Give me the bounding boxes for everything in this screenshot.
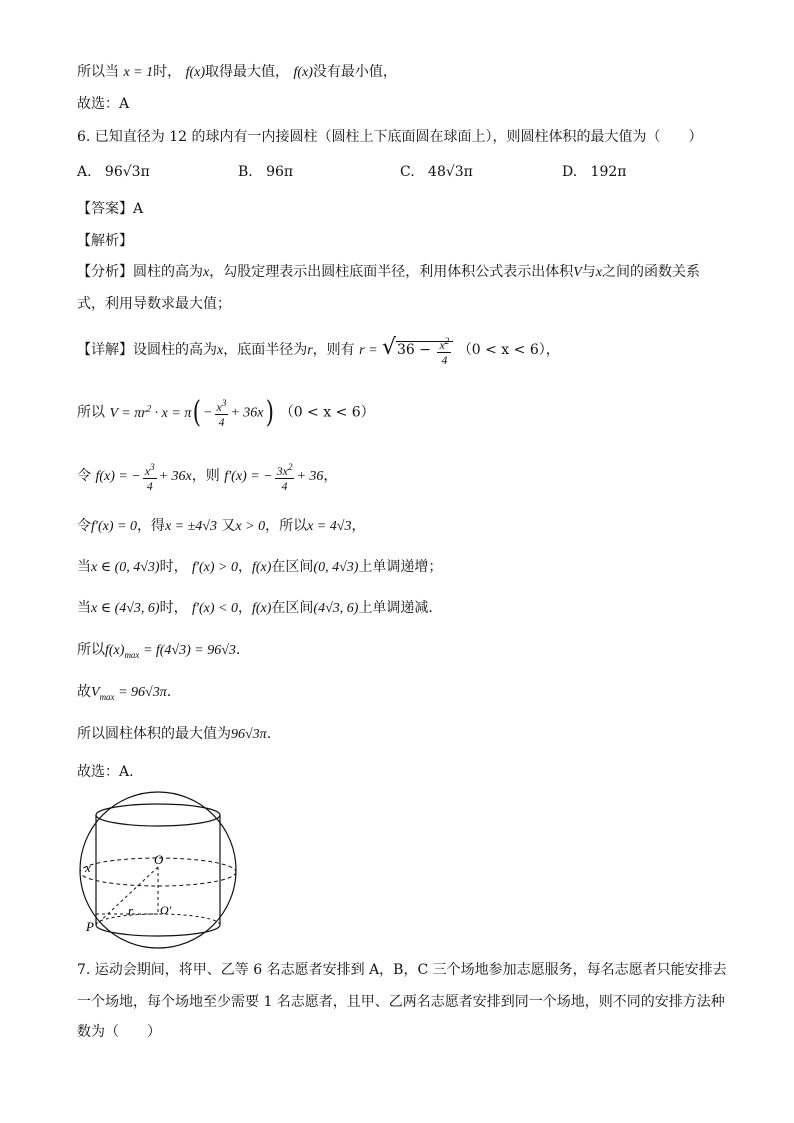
- choice-line: 故选：A: [77, 96, 130, 112]
- option-b-value: 96π: [266, 164, 294, 180]
- option-c-value: 48√3π: [428, 164, 473, 180]
- derivative-zero: 令f′(x) = 0，得x = ±4√3 又x > 0，所以x = 4√3，: [77, 518, 366, 534]
- sphere-cylinder-figure: [72, 790, 244, 950]
- cylinder-top: [96, 804, 220, 826]
- analysis-heading: 【解析】: [77, 233, 133, 249]
- volume-formula: 所以 $V = \pi r^2 \cdot x = \pi$( − $\frac{x^3}{4}$ + 36x) （0 < x < 6）: [77, 394, 375, 430]
- conclusion-line: 所以圆柱体积的最大值为96√3π.: [77, 726, 272, 742]
- option-c: C. 48√3π: [400, 164, 473, 180]
- detail-line-1: 【详解】设圆柱的高为x，底面半径为r，则有 r = √36 − $\frac{x^2}{4}$ （0 < x < 6），: [77, 335, 560, 367]
- analysis-line-2: 式，利用导数求最大值；: [77, 296, 231, 312]
- option-d: D. 192π: [562, 164, 627, 180]
- increasing-line: 当x ∈ (0, 4√3)时， f′(x) > 0，f(x)在区间(0, 4√3)上单调递增；: [77, 559, 443, 575]
- label-p: P: [86, 919, 94, 934]
- vmax-line: 故$V_{max} = 96√3\pi$.: [77, 684, 172, 702]
- final-choice: 故选：A.: [77, 764, 134, 780]
- label-o-prime: O′: [160, 903, 172, 917]
- option-d-value: 192π: [590, 164, 627, 180]
- label-o: O: [154, 852, 164, 867]
- option-a-value: 96√3π: [104, 164, 150, 180]
- label-r: r: [128, 903, 134, 918]
- question-6: 6. 已知直径为 12 的球内有一内接圆柱（圆柱上下底面圆在球面上），则圆柱体积的最大值为（ ）: [77, 129, 703, 145]
- analysis-line-1: 【分析】圆柱的高为x，勾股定理表示出圆柱底面半径，利用体积公式表示出体积V与x之间的函数关系: [77, 264, 700, 280]
- question-7-line-2: 一个场地，每个场地至少需要 1 名志愿者，且甲、乙两名志愿者安排到同一个场地，则不同的安排方法种: [77, 994, 725, 1010]
- answer-heading: 【答案】A: [77, 201, 144, 217]
- question-7-line-3: 数为（ ）: [77, 1024, 161, 1040]
- option-a: A. 96√3π: [77, 164, 150, 180]
- text-line-1: 所以当 x = 1时， f(x)取得最大值， f(x)没有最小值，: [77, 64, 397, 80]
- option-b: B. 96π: [238, 164, 294, 180]
- max-value-line: 所以$f(x)_{max} = f(4√3) = 96√3$.: [77, 642, 241, 660]
- decreasing-line: 当x ∈ (4√3, 6)时， f′(x) < 0，f(x)在区间(4√3, 6)上单调递减.: [77, 600, 433, 616]
- label-x: x: [85, 860, 91, 875]
- question-7-line-1: 7. 运动会期间，将甲、乙等 6 名志愿者安排到 A，B，C 三个场地参加志愿服务，每名志愿者只能安排去: [77, 962, 727, 978]
- function-def: 令 f(x) = − $\frac{x^3}{4}$ + 36x，则 f′(x) = − $\frac{3x^2}{4}$ + 36，: [77, 461, 338, 493]
